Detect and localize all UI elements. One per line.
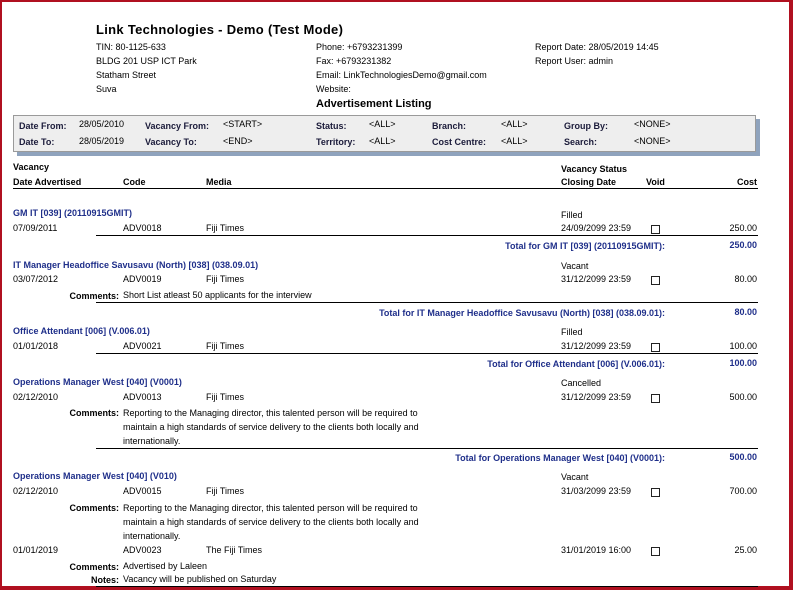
territory-label: Territory: — [316, 137, 356, 147]
row-comments: Advertised by Laleen — [123, 561, 208, 571]
company-fax: Fax: +6793231382 — [316, 56, 392, 66]
territory-value: <ALL> — [369, 136, 396, 146]
date-to-value: 28/05/2019 — [79, 136, 125, 146]
row-media: Fiji Times — [206, 223, 244, 233]
comments-label: Comments: — [69, 291, 119, 301]
row-code: ADV0013 — [123, 392, 162, 402]
row-media: Fiji Times — [206, 392, 244, 402]
status-label: Status: — [316, 121, 347, 131]
cost-centre-value: <ALL> — [501, 136, 528, 146]
column-vacancy: Vacancy — [13, 162, 50, 172]
row-date: 02/12/2010 — [13, 486, 59, 496]
group-total: 100.00 — [729, 358, 757, 368]
row-cost: 500.00 — [729, 392, 757, 402]
row-comments-line: internationally. — [123, 531, 181, 541]
row-cost: 100.00 — [729, 341, 757, 351]
row-cost: 25.00 — [734, 545, 757, 555]
group-status: Cancelled — [561, 378, 602, 388]
row-date: 02/12/2010 — [13, 392, 59, 402]
group-status: Vacant — [561, 472, 589, 482]
row-code: ADV0021 — [123, 341, 162, 351]
row-media: The Fiji Times — [206, 545, 263, 555]
row-code: ADV0019 — [123, 274, 162, 284]
row-code: ADV0018 — [123, 223, 162, 233]
row-date: 07/09/2011 — [13, 223, 58, 233]
row-date: 01/01/2019 — [13, 545, 59, 555]
notes-label: Notes: — [90, 575, 119, 585]
company-address-line1: BLDG 201 USP ICT Park — [96, 56, 197, 66]
group-divider — [96, 448, 758, 449]
column-media: Media — [206, 177, 232, 187]
row-notes: Vacancy will be published on Saturday — [123, 574, 277, 584]
date-from-value: 28/05/2010 — [79, 119, 125, 129]
vacancy-from-value: <START> — [223, 119, 263, 129]
company-address-line2: Statham Street — [96, 70, 157, 80]
row-cost: 250.00 — [729, 223, 757, 233]
row-comments-line: maintain a high standards of service delivery to the clients both locally and — [123, 517, 419, 527]
group-by-value: <NONE> — [634, 119, 671, 129]
report-date: Report Date: 28/05/2019 14:45 — [535, 42, 659, 52]
group-title: IT Manager Headoffice Savusavu (North) [038] (038.09.01) — [13, 260, 259, 270]
vacancy-to-label: Vacancy To: — [145, 137, 197, 147]
row-date: 01/01/2018 — [13, 341, 59, 351]
row-comments-line: Reporting to the Managing director, this talented person will be required to — [123, 408, 418, 418]
group-divider — [96, 302, 758, 303]
row-media: Fiji Times — [206, 486, 244, 496]
void-checkbox[interactable] — [651, 547, 660, 556]
group-total-label: Total for Office Attendant [006] (V.006.01): — [487, 359, 665, 369]
vacancy-to-value: <END> — [223, 136, 253, 146]
report-user: Report User: admin — [535, 56, 614, 66]
void-checkbox[interactable] — [651, 343, 660, 352]
branch-value: <ALL> — [501, 119, 528, 129]
row-closing-date: 24/09/2099 23:59 — [561, 223, 632, 233]
branch-label: Branch: — [432, 121, 467, 131]
row-code: ADV0023 — [123, 545, 162, 555]
search-label: Search: — [564, 137, 598, 147]
row-cost: 700.00 — [729, 486, 757, 496]
company-phone: Phone: +6793231399 — [316, 42, 403, 52]
column-date-advertised: Date Advertised — [13, 177, 82, 187]
group-total-label: Total for Operations Manager West [040] (V0001): — [455, 453, 665, 463]
group-total: 500.00 — [729, 452, 757, 462]
row-code: ADV0015 — [123, 486, 162, 496]
row-closing-date: 31/03/2099 23:59 — [561, 486, 632, 496]
row-closing-date: 31/12/2099 23:59 — [561, 274, 632, 284]
row-comments-line: maintain a high standards of service delivery to the clients both locally and — [123, 422, 419, 432]
vacancy-from-label: Vacancy From: — [145, 121, 210, 131]
date-from-label: Date From: — [19, 121, 67, 131]
group-total: 250.00 — [729, 240, 757, 250]
column-vacancy-status: Vacancy Status — [561, 164, 628, 174]
group-divider — [96, 235, 758, 236]
comments-label: Comments: — [69, 408, 119, 418]
group-total-label: Total for IT Manager Headoffice Savusavu (North) [038] (038.09.01): — [379, 308, 665, 318]
date-to-label: Date To: — [19, 137, 55, 147]
group-status: Filled — [561, 210, 583, 220]
group-by-label: Group By: — [564, 121, 608, 131]
comments-label: Comments: — [69, 562, 119, 572]
row-closing-date: 31/12/2099 23:59 — [561, 392, 632, 402]
cost-centre-label: Cost Centre: — [432, 137, 487, 147]
group-total-label: Total for GM IT [039] (20110915GMIT): — [505, 241, 665, 251]
company-tin: TIN: 80-1125-633 — [96, 42, 166, 52]
group-title: Office Attendant [006] (V.006.01) — [13, 326, 150, 336]
row-media: Fiji Times — [206, 274, 244, 284]
row-comments-line: internationally. — [123, 436, 181, 446]
void-checkbox[interactable] — [651, 225, 660, 234]
group-total: 80.00 — [734, 307, 757, 317]
row-cost: 80.00 — [734, 274, 757, 284]
report-title: Advertisement Listing — [316, 98, 432, 110]
comments-label: Comments: — [69, 503, 119, 513]
row-closing-date: 31/01/2019 16:00 — [561, 545, 632, 555]
column-closing-date: Closing Date — [561, 177, 617, 187]
column-void: Void — [646, 177, 665, 187]
row-media: Fiji Times — [206, 341, 244, 351]
group-title: Operations Manager West [040] (V0001) — [13, 377, 182, 387]
row-comments-line: Reporting to the Managing director, this talented person will be required to — [123, 503, 418, 513]
group-title: Operations Manager West [040] (V010) — [13, 471, 177, 481]
group-status: Filled — [561, 327, 583, 337]
group-divider — [96, 586, 758, 587]
company-email: Email: LinkTechnologiesDemo@gmail.com — [316, 70, 487, 80]
company-city: Suva — [96, 84, 117, 94]
search-value: <NONE> — [634, 136, 671, 146]
row-comments: Short List atleast 50 applicants for the interview — [123, 290, 312, 300]
status-value: <ALL> — [369, 119, 396, 129]
row-closing-date: 31/12/2099 23:59 — [561, 341, 632, 351]
company-name: Link Technologies - Demo (Test Mode) — [96, 22, 344, 37]
company-website: Website: — [316, 84, 351, 94]
void-checkbox[interactable] — [651, 276, 660, 285]
group-status: Vacant — [561, 261, 589, 271]
void-checkbox[interactable] — [651, 394, 660, 403]
group-divider — [96, 353, 758, 354]
row-date: 03/07/2012 — [13, 274, 59, 284]
column-cost: Cost — [737, 177, 757, 187]
group-title: GM IT [039] (20110915GMIT) — [13, 208, 133, 218]
column-code: Code — [123, 177, 146, 187]
header-divider — [13, 188, 758, 189]
void-checkbox[interactable] — [651, 488, 660, 497]
